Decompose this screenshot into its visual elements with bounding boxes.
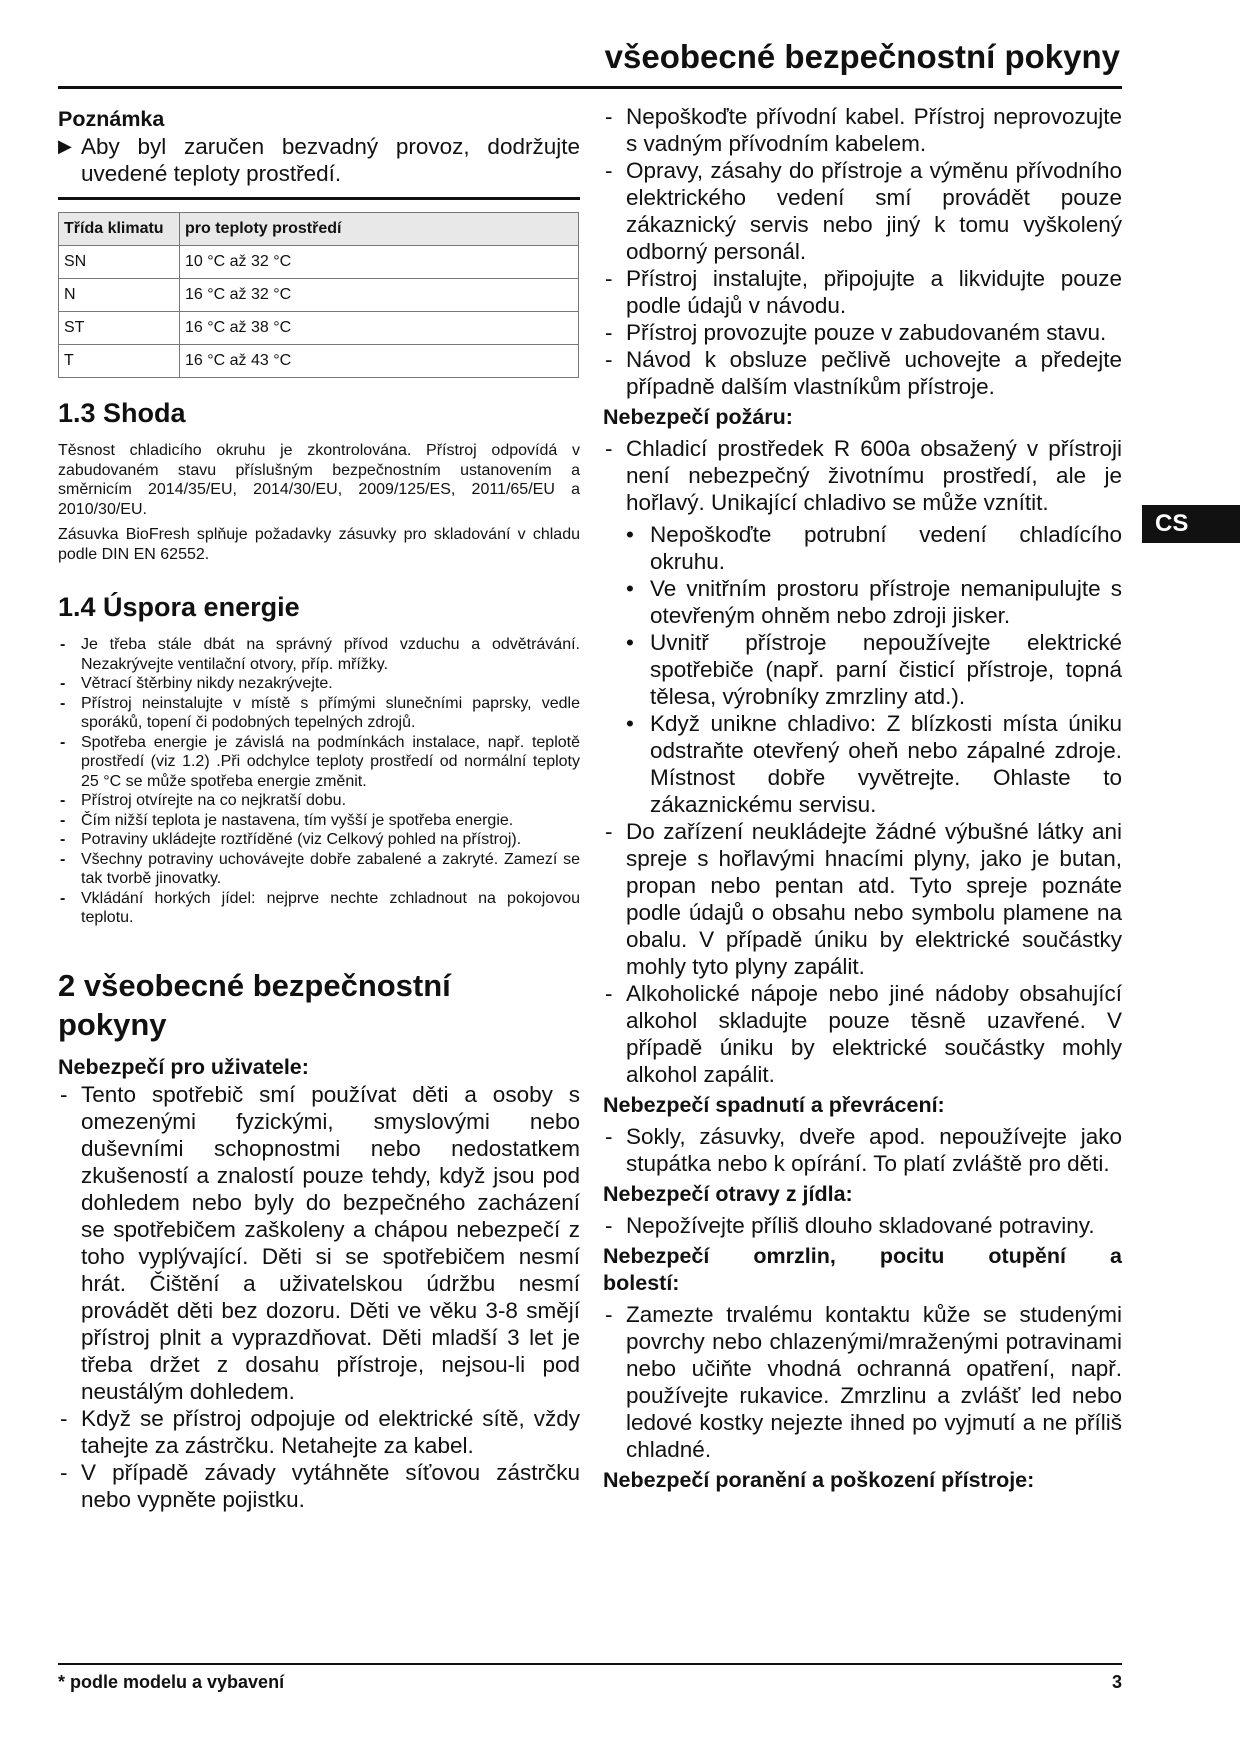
list-item: - Sokly, zásuvky, dveře apod. nepoužívejte jako stupátka nebo k opírání. To platí zvláště pro děti. bbox=[603, 1123, 1122, 1177]
list-item: - Čím nižší teplota je nastavena, tím vyšší je spotřeba energie. bbox=[58, 811, 580, 831]
table-cell: T bbox=[59, 345, 180, 378]
list-item: - Vkládání horkých jídel: nejprve nechte zchladnout na pokojovou teplotu. bbox=[58, 889, 580, 928]
list-item: - Přístroj neinstalujte v místě s přímými slunečními paprsky, vedle sporáků, topení či podobných tepelných zdrojů. bbox=[58, 694, 580, 733]
paragraph: Těsnost chladicího okruhu je zkontrolována. Přístroj odpovídá v zabudovaném stavu příslušným bezpečnostním ustanovením a směrnicím 2014/35/EU, 2014/30/EU, 2009/125/ES, 2011/65/EU a 2010/30/EU. bbox=[58, 442, 580, 518]
table-cell: 16 °C až 32 °C bbox=[180, 279, 579, 312]
bullet-item: • Uvnitř přístroje nepoužívejte elektrické spotřebiče (např. parní čisticí přístroje, topná tělesa, výrobníky zmrzliny atd.). bbox=[603, 629, 1122, 710]
climate-table bbox=[58, 212, 579, 378]
list-item: - Nepožívejte příliš dlouho skladované potraviny. bbox=[603, 1212, 1122, 1239]
table-row bbox=[59, 345, 579, 378]
paragraph: Zásuvka BioFresh splňuje požadavky zásuvky pro skladování v chladu podle DIN EN 62552. bbox=[58, 526, 580, 563]
user-list bbox=[58, 1081, 580, 1513]
list-item: - Opravy, zásahy do přístroje a výměnu přívodního elektrického vedení smí provádět pouze zákaznický servis nebo jiný k tomu vyškolený odborný personál. bbox=[603, 157, 1122, 265]
left-column bbox=[58, 106, 580, 1513]
subsection-title: Nebezpečí pro uživatele: bbox=[58, 1054, 309, 1079]
chapter-title: 2 všeobecné bezpečnostní pokyny bbox=[58, 967, 451, 1042]
note-text: ▶ Aby byl zaručen bezvadný provoz, dodržujte uvedené teploty prostředí. bbox=[58, 133, 580, 187]
table-cell: SN bbox=[59, 246, 180, 279]
list-item: - Všechny potraviny uchovávejte dobře zabalené a zakryté. Zamezí se tak tvorbě jinovatky. bbox=[58, 850, 580, 889]
section-title: 1.3 Shoda bbox=[58, 398, 186, 428]
table-row bbox=[59, 279, 579, 312]
bullet-item: • Nepoškoďte potrubní vedení chladícího okruhu. bbox=[603, 521, 1122, 575]
list-item: - Alkoholické nápoje nebo jiné nádoby obsahující alkohol skladujte pouze těsně uzavřené. V případě úniku by elektrické součástky mohly alkohol zapálit. bbox=[603, 980, 1122, 1088]
table-cell: ST bbox=[59, 312, 180, 345]
list-item: - Chladicí prostředek R 600a obsažený v přístroji není nebezpečný životnímu prostředí, ale je hořlavý. Unikající chladivo se může vznítit. bbox=[603, 435, 1122, 516]
list-item: - Nepoškoďte přívodní kabel. Přístroj neprovozujte s vadným přívodním kabelem. bbox=[603, 103, 1122, 157]
subsection-title: Nebezpečí požáru: bbox=[603, 405, 793, 429]
list-item: - Zamezte trvalému kontaktu kůže se studenými povrchy nebo chlazenými/mraženými potravinami nebo učiňte vhodná ochranná opatření, např. používejte rukavice. Zmrzlinu a zvlášť led nebo ledové kostky nejezte ihned po vyjmutí a ne příliš chladné. bbox=[603, 1301, 1122, 1463]
table-header: Třída klimatu bbox=[59, 213, 180, 246]
list-item: - Spotřeba energie je závislá na podmínkách instalace, např. teplotě prostředí (viz 1.2) .Při odchylce teploty prostředí od normální teploty 25 °C se může spotřeba energie změnit. bbox=[58, 733, 580, 792]
list-item: - Do zařízení neukládejte žádné výbušné látky ani spreje s hořlavými hnacími plyny, jako je butan, propan nebo pentan atd. Tyto spreje poznáte podle údajů o obsahu nebo symbolu plamene na obalu. V případě úniku by elektrické součástky mohly tyto plyny zapálit. bbox=[603, 818, 1122, 980]
page-number: 3 bbox=[1111, 1672, 1122, 1692]
footer-rule bbox=[58, 1663, 1122, 1665]
note-title: Poznámka bbox=[58, 107, 165, 131]
table-rule bbox=[58, 197, 580, 200]
table-cell: 16 °C až 43 °C bbox=[180, 345, 579, 378]
list-item: - Návod k obsluze pečlivě uchovejte a předejte případně dalším vlastníkům přístroje. bbox=[603, 346, 1122, 400]
language-tab: CS bbox=[1142, 505, 1240, 543]
table-cell: N bbox=[59, 279, 180, 312]
list-item: - Přístroj instalujte, připojujte a likvidujte pouze podle údajů v návodu. bbox=[603, 265, 1122, 319]
list-item: - V případě závady vytáhněte síťovou zástrčku nebo vypněte pojistku. bbox=[58, 1459, 580, 1513]
list-item: - Přístroj otvírejte na co nejkratší dobu. bbox=[58, 791, 580, 811]
table-cell: 16 °C až 38 °C bbox=[180, 312, 579, 345]
bullet-item: • Ve vnitřním prostoru přístroje nemanipulujte s otevřeným ohněm nebo zdroji jisker. bbox=[603, 575, 1122, 629]
list-item: - Když se přístroj odpojuje od elektrické sítě, vždy tahejte za zástrčku. Netahejte za kabel. bbox=[58, 1405, 580, 1459]
section-title: 1.4 Úspora energie bbox=[58, 592, 300, 622]
page-header-title: všeobecné bezpečnostní pokyny bbox=[604, 38, 1120, 75]
list-item: - Potraviny ukládejte roztříděné (viz Celkový pohled na přístroj). bbox=[58, 830, 580, 850]
energy-list bbox=[58, 635, 580, 928]
list-item: - Přístroj provozujte pouze v zabudovaném stavu. bbox=[603, 319, 1122, 346]
bullet-item: • Když unikne chladivo: Z blízkosti místa úniku odstraňte otevřený oheň nebo zápalné zdroje. Místnost dobře vyvětrejte. Ohlaste to zákaznickému servisu. bbox=[603, 710, 1122, 818]
table-cell: 10 °C až 32 °C bbox=[180, 246, 579, 279]
subsection-title: Nebezpečí otravy z jídla: bbox=[603, 1182, 853, 1206]
table-row bbox=[59, 246, 579, 279]
table-header: pro teploty prostředí bbox=[180, 213, 579, 246]
header-rule bbox=[58, 86, 1122, 89]
table-row bbox=[59, 312, 579, 345]
subsection-title: Nebezpečí spadnutí a převrácení: bbox=[603, 1093, 945, 1117]
footer-note: * podle modelu a vybavení bbox=[58, 1672, 285, 1692]
list-item: - Je třeba stále dbát na správný přívod vzduchu a odvětrávání. Nezakrývejte ventilační otvory, příp. mřížky. bbox=[58, 635, 580, 674]
subsection-title: Nebezpečí omrzlin, pocitu otupění a bolestí: bbox=[603, 1244, 1122, 1295]
subsection-title: Nebezpečí poranění a poškození přístroje: bbox=[603, 1468, 1035, 1492]
list-item: - Tento spotřebič smí používat děti a osoby s omezenými fyzickými, smyslovými nebo duševními schopnostmi nebo nedostatkem zkušeností a znalostí pouze tehdy, když jsou pod dohledem nebo byly do bezpečného zacházení se spotřebičem zaškoleny a chápou nebezpečí z toho vyplývající. Děti si se spotřebičem nesmí hrát. Čištění a uživatelskou údržbu nesmí provádět děti bez dozoru. Děti ve věku 3-8 smějí přístroj plnit a vyprazdňovat. Děti mladší 3 let je třeba držet z dosahu přístroje, nejsou-li pod neustálým dohledem. bbox=[58, 1081, 580, 1405]
list-item: - Větrací štěrbiny nikdy nezakrývejte. bbox=[58, 674, 580, 694]
right-column bbox=[603, 103, 1122, 1494]
